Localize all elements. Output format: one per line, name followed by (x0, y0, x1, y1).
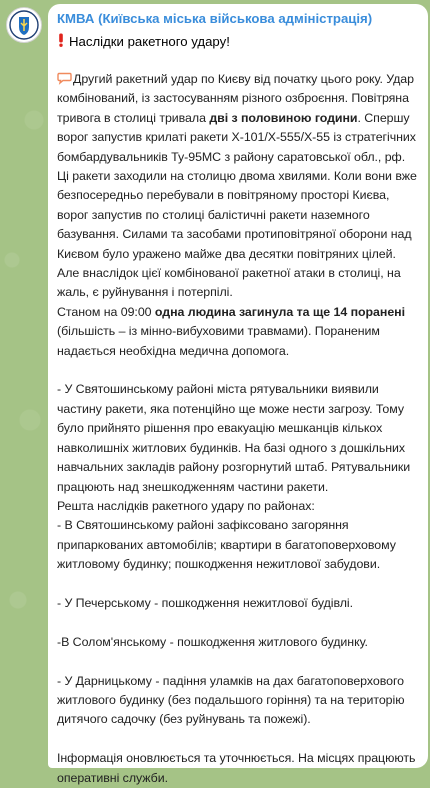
pecherskyi-damage: - У Печерському - пошкодження нежитлової будівлі. (57, 595, 353, 610)
channel-name[interactable]: КМВА (Київська міська військова адміністрація) (57, 11, 373, 26)
intro-paragraph: Другий ракетний удар по Києву від початку цього року. Удар комбінований, із застосуванням різного озброєння. Повітряна тривога в столиці тривала дві з половиною години. Спершу ворог запустив крилаті ракети Х-101/Х-555/Х-55 із стратегічних бомбардувальників Ту-95МС з району саратовської обл., рф. Ці ракети заходили на столицю двома хвилями. Коли вони вже безпосередньо перебували в повітряному просторі Києва, ворог запустив по столиці балістичні ракети наземного базування. Силами та засобами протиповітряної оборони над Києвом було уражено майже два десятки повітряних цілей. Але внаслідок цієї комбінованої ракетної атаки в столиці, на жаль, є руйнування і потерпілі. (57, 72, 417, 300)
darnytskyi-damage: - У Дарницькому - падіння уламків на дах багатоповерхового житлового будинку (без подальшого горіння) та на територію дитячого садочку (без руйнувань та пожежі). (57, 673, 405, 727)
headline-text: Наслідки ракетного удару! (69, 34, 230, 49)
message-headline (57, 32, 418, 51)
status-paragraph: Станом на 09:00 одна людина загинула та ще 14 поранені (більшість – із мінно-вибуховими травмами). Пораненим надається необхідна медична допомога. (57, 304, 405, 358)
kyiv-coat-of-arms-icon (9, 10, 39, 40)
speech-balloon-icon (57, 72, 72, 84)
solomianskyi-damage: -В Солом'янському - пошкодження житлового будинку. (57, 634, 368, 649)
channel-avatar[interactable] (6, 7, 42, 43)
message-body (57, 70, 418, 788)
message-bubble (48, 4, 428, 785)
sviatoshynskyi-damage: - В Святошинському районі зафіксовано загоряння припаркованих автомобілів; квартири в багатоповерховому житловому будинку; пошкодження нежитлової забудови. (57, 518, 396, 572)
footer-note: Інформація оновлюється та уточнюється. На місцях працюють оперативні служби. (57, 751, 416, 785)
red-exclamation-icon (57, 33, 65, 47)
sviatoshynskyi-paragraph: - У Святошинському районі міста рятувальники виявили частину ракети, яка потенційно ще може нести загрозу. Тому було прийнято рішення про евакуацію мешканців кількох навколишніх житлових будинків. На базі одного з дошкільних навчальних закладів району розгорнутий штаб. Рятувальники працюють над знешкодженням частини ракети. (57, 382, 411, 494)
rest-title: Решта наслідків ракетного удару по районах: (57, 498, 315, 513)
